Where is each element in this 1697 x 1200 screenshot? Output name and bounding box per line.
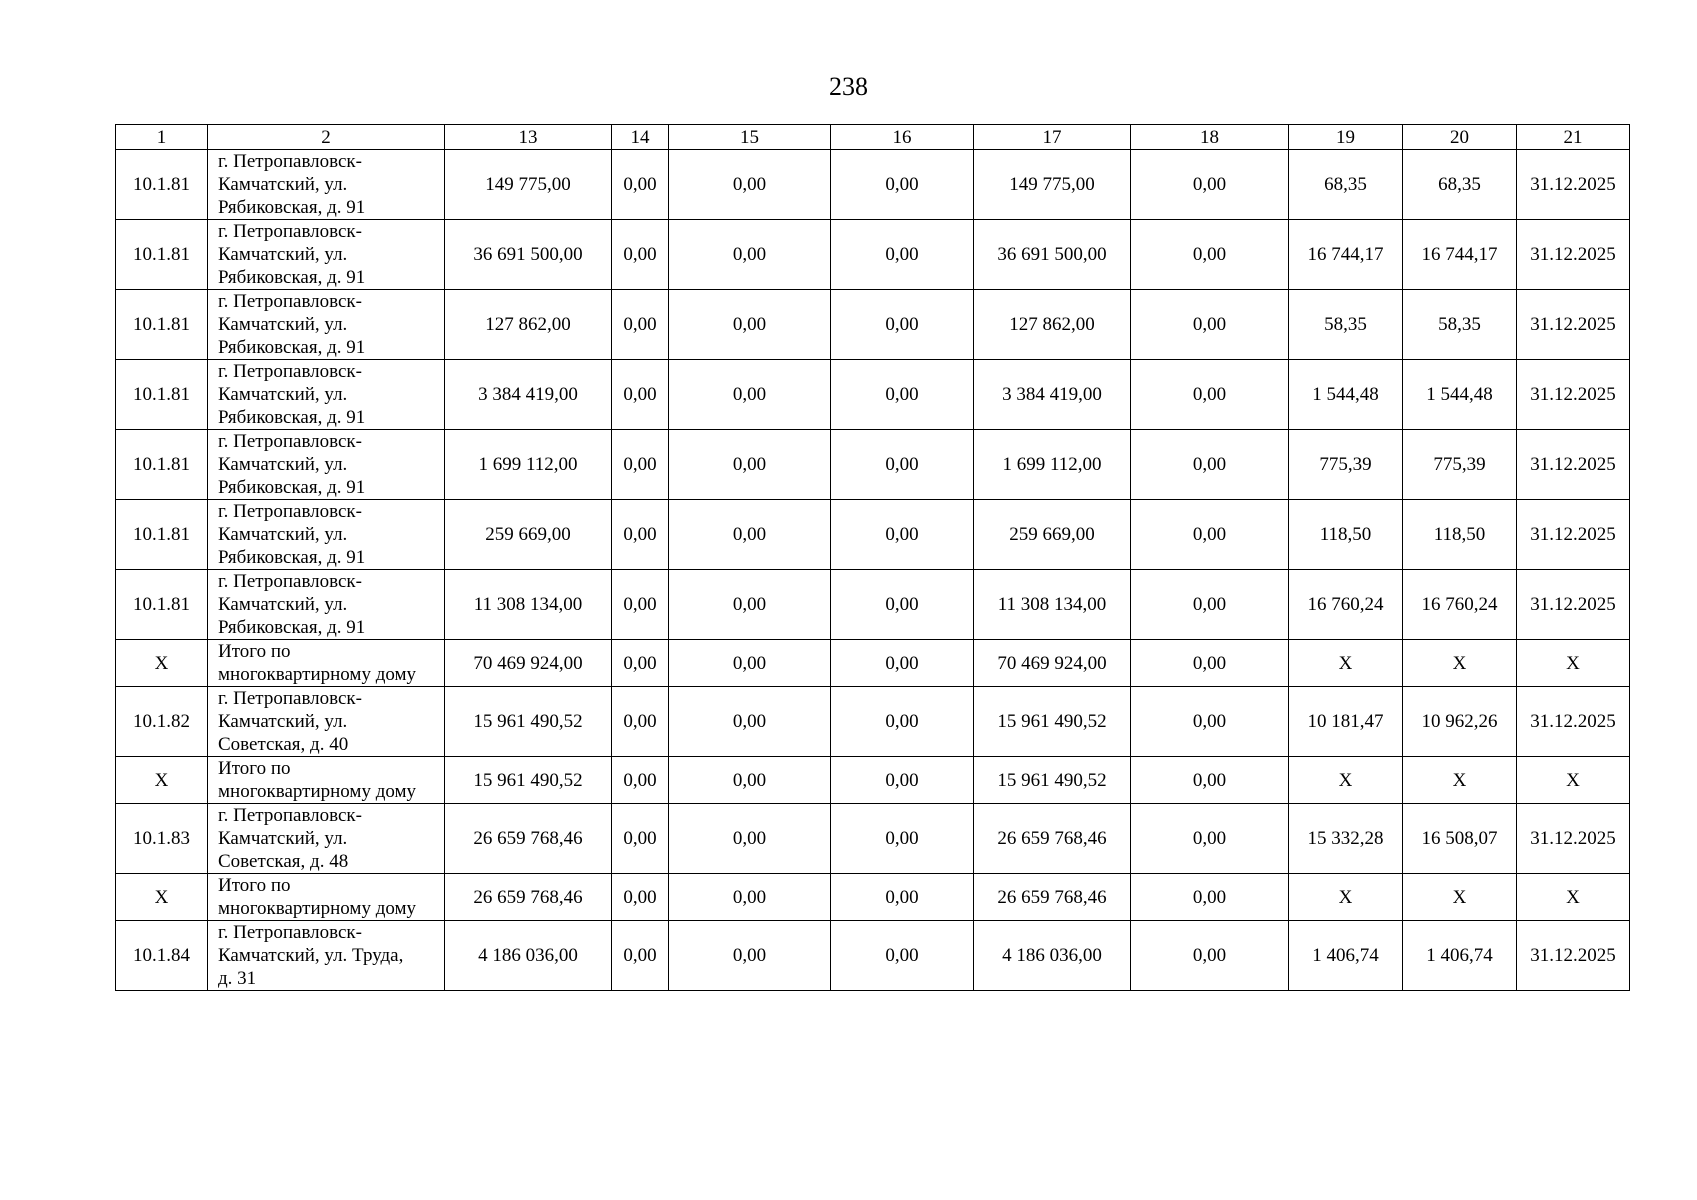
- table-cell: 68,35: [1403, 150, 1517, 220]
- table-cell: 16 744,17: [1403, 220, 1517, 290]
- table-cell: 0,00: [831, 500, 974, 570]
- table-cell: 0,00: [612, 360, 669, 430]
- table-cell: 0,00: [669, 150, 831, 220]
- table-cell: X: [1289, 640, 1403, 687]
- table-cell: 0,00: [669, 570, 831, 640]
- table-cell: 68,35: [1289, 150, 1403, 220]
- table-header-row: [116, 125, 1630, 150]
- table-row: [116, 570, 1630, 640]
- table-cell: 16 760,24: [1289, 570, 1403, 640]
- table-row: [116, 150, 1630, 220]
- table-cell: 0,00: [669, 220, 831, 290]
- table-cell: 15 961 490,52: [445, 757, 612, 804]
- table-cell: 0,00: [831, 360, 974, 430]
- table-cell: 0,00: [669, 687, 831, 757]
- table-cell: 149 775,00: [445, 150, 612, 220]
- table-cell: 0,00: [1131, 360, 1289, 430]
- table-cell: 26 659 768,46: [974, 874, 1131, 921]
- table-cell: X: [116, 640, 208, 687]
- table-cell: 11 308 134,00: [974, 570, 1131, 640]
- table-cell: 0,00: [669, 500, 831, 570]
- table-cell: 0,00: [669, 804, 831, 874]
- table-cell: 31.12.2025: [1517, 804, 1630, 874]
- table-cell: 149 775,00: [974, 150, 1131, 220]
- table-cell: 127 862,00: [445, 290, 612, 360]
- table-cell: 10.1.81: [116, 150, 208, 220]
- table-cell: 1 699 112,00: [445, 430, 612, 500]
- table-row: [116, 500, 1630, 570]
- table-cell: 0,00: [831, 290, 974, 360]
- table-cell: 26 659 768,46: [974, 804, 1131, 874]
- table-cell: 0,00: [831, 640, 974, 687]
- table-cell: 775,39: [1289, 430, 1403, 500]
- table-cell: 10.1.81: [116, 220, 208, 290]
- table-cell: 127 862,00: [974, 290, 1131, 360]
- table-cell: 259 669,00: [974, 500, 1131, 570]
- table-cell: 26 659 768,46: [445, 874, 612, 921]
- table-cell: 0,00: [831, 150, 974, 220]
- table-cell: 0,00: [831, 430, 974, 500]
- column-header: 21: [1517, 125, 1630, 150]
- table-cell: 0,00: [1131, 430, 1289, 500]
- address-cell: г. Петропавловск- Камчатский, ул. Рябиковская, д. 91: [208, 150, 445, 220]
- table-cell: 0,00: [612, 921, 669, 991]
- table-cell: 118,50: [1403, 500, 1517, 570]
- address-cell: г. Петропавловск- Камчатский, ул. Советская, д. 48: [208, 804, 445, 874]
- table-cell: 10.1.82: [116, 687, 208, 757]
- table-row: [116, 687, 1630, 757]
- table-cell: 31.12.2025: [1517, 430, 1630, 500]
- table-cell: X: [116, 874, 208, 921]
- table-cell: 26 659 768,46: [445, 804, 612, 874]
- column-header: 16: [831, 125, 974, 150]
- column-header: 14: [612, 125, 669, 150]
- table-cell: 0,00: [831, 804, 974, 874]
- address-cell: г. Петропавловск- Камчатский, ул. Труда, д. 31: [208, 921, 445, 991]
- table-cell: 0,00: [831, 757, 974, 804]
- address-cell: г. Петропавловск- Камчатский, ул. Рябиковская, д. 91: [208, 570, 445, 640]
- table-cell: 31.12.2025: [1517, 570, 1630, 640]
- table-cell: 0,00: [669, 290, 831, 360]
- table-cell: 0,00: [669, 757, 831, 804]
- table-row: [116, 360, 1630, 430]
- table-cell: X: [1403, 640, 1517, 687]
- table-cell: 70 469 924,00: [445, 640, 612, 687]
- table-cell: X: [116, 757, 208, 804]
- table-cell: X: [1517, 874, 1630, 921]
- table-cell: 0,00: [612, 290, 669, 360]
- table-cell: 3 384 419,00: [445, 360, 612, 430]
- column-header: 17: [974, 125, 1131, 150]
- table-cell: 0,00: [669, 874, 831, 921]
- table-cell: 1 699 112,00: [974, 430, 1131, 500]
- table-row: [116, 757, 1630, 804]
- table-cell: 16 744,17: [1289, 220, 1403, 290]
- table-cell: 4 186 036,00: [974, 921, 1131, 991]
- table-cell: 0,00: [612, 150, 669, 220]
- table-cell: 58,35: [1403, 290, 1517, 360]
- table-cell: 31.12.2025: [1517, 921, 1630, 991]
- column-header: 19: [1289, 125, 1403, 150]
- table-cell: X: [1289, 757, 1403, 804]
- table-cell: 0,00: [612, 220, 669, 290]
- table-cell: 1 406,74: [1403, 921, 1517, 991]
- table-cell: 15 961 490,52: [445, 687, 612, 757]
- address-cell: г. Петропавловск- Камчатский, ул. Советская, д. 40: [208, 687, 445, 757]
- table-row: [116, 640, 1630, 687]
- table-cell: 16 508,07: [1403, 804, 1517, 874]
- table-cell: 0,00: [612, 687, 669, 757]
- column-header: 15: [669, 125, 831, 150]
- table-cell: 10.1.81: [116, 430, 208, 500]
- column-header: 18: [1131, 125, 1289, 150]
- table-cell: 31.12.2025: [1517, 687, 1630, 757]
- address-cell: Итого по многоквартирному дому: [208, 757, 445, 804]
- table-cell: 0,00: [1131, 290, 1289, 360]
- table-cell: 0,00: [1131, 757, 1289, 804]
- table-cell: 0,00: [1131, 220, 1289, 290]
- data-table: [115, 124, 1630, 991]
- table-cell: 775,39: [1403, 430, 1517, 500]
- table-cell: 16 760,24: [1403, 570, 1517, 640]
- table-cell: 0,00: [612, 500, 669, 570]
- table-cell: 0,00: [1131, 640, 1289, 687]
- table-cell: 0,00: [612, 570, 669, 640]
- table-cell: 31.12.2025: [1517, 150, 1630, 220]
- address-cell: г. Петропавловск- Камчатский, ул. Рябиковская, д. 91: [208, 220, 445, 290]
- column-header: 13: [445, 125, 612, 150]
- table-cell: 10.1.81: [116, 360, 208, 430]
- table-cell: 31.12.2025: [1517, 360, 1630, 430]
- column-header: 20: [1403, 125, 1517, 150]
- table-row: [116, 921, 1630, 991]
- table-cell: 1 544,48: [1289, 360, 1403, 430]
- table-row: [116, 220, 1630, 290]
- table-cell: 0,00: [831, 687, 974, 757]
- table-cell: 10.1.81: [116, 570, 208, 640]
- address-cell: г. Петропавловск- Камчатский, ул. Рябиковская, д. 91: [208, 500, 445, 570]
- table-cell: X: [1403, 874, 1517, 921]
- table-cell: 10.1.81: [116, 290, 208, 360]
- table-cell: 31.12.2025: [1517, 290, 1630, 360]
- table-cell: 259 669,00: [445, 500, 612, 570]
- table-cell: 10.1.84: [116, 921, 208, 991]
- table-cell: 0,00: [1131, 687, 1289, 757]
- table-cell: 0,00: [831, 220, 974, 290]
- table-cell: 0,00: [669, 360, 831, 430]
- table-cell: 58,35: [1289, 290, 1403, 360]
- table-cell: 0,00: [1131, 921, 1289, 991]
- table-row: [116, 874, 1630, 921]
- table-cell: X: [1403, 757, 1517, 804]
- address-cell: г. Петропавловск- Камчатский, ул. Рябиковская, д. 91: [208, 430, 445, 500]
- table-cell: 0,00: [1131, 570, 1289, 640]
- table-cell: 1 544,48: [1403, 360, 1517, 430]
- table-cell: 15 332,28: [1289, 804, 1403, 874]
- table-cell: 10.1.81: [116, 500, 208, 570]
- table-cell: 10 181,47: [1289, 687, 1403, 757]
- column-header: 2: [208, 125, 445, 150]
- table-cell: X: [1517, 757, 1630, 804]
- table-cell: 0,00: [831, 921, 974, 991]
- table-cell: 10 962,26: [1403, 687, 1517, 757]
- table-cell: 36 691 500,00: [445, 220, 612, 290]
- table-cell: 0,00: [1131, 500, 1289, 570]
- table-row: [116, 804, 1630, 874]
- column-header: 1: [116, 125, 208, 150]
- table-cell: X: [1289, 874, 1403, 921]
- table-cell: 15 961 490,52: [974, 687, 1131, 757]
- table-cell: 0,00: [669, 921, 831, 991]
- address-cell: Итого по многоквартирному дому: [208, 640, 445, 687]
- table-cell: 0,00: [831, 874, 974, 921]
- table-cell: 4 186 036,00: [445, 921, 612, 991]
- table-cell: 0,00: [612, 640, 669, 687]
- table-row: [116, 430, 1630, 500]
- table-cell: 0,00: [612, 757, 669, 804]
- table-cell: 0,00: [612, 874, 669, 921]
- address-cell: г. Петропавловск- Камчатский, ул. Рябиковская, д. 91: [208, 290, 445, 360]
- table-cell: 31.12.2025: [1517, 220, 1630, 290]
- table-cell: 10.1.83: [116, 804, 208, 874]
- table-cell: 0,00: [669, 430, 831, 500]
- table-cell: 36 691 500,00: [974, 220, 1131, 290]
- table-cell: 0,00: [612, 804, 669, 874]
- address-cell: Итого по многоквартирному дому: [208, 874, 445, 921]
- address-cell: г. Петропавловск- Камчатский, ул. Рябиковская, д. 91: [208, 360, 445, 430]
- table-cell: 0,00: [669, 640, 831, 687]
- table-row: [116, 290, 1630, 360]
- table-cell: 0,00: [612, 430, 669, 500]
- table-cell: 0,00: [1131, 804, 1289, 874]
- table-cell: 3 384 419,00: [974, 360, 1131, 430]
- table-cell: 70 469 924,00: [974, 640, 1131, 687]
- table-cell: 0,00: [831, 570, 974, 640]
- table-cell: 31.12.2025: [1517, 500, 1630, 570]
- table-cell: X: [1517, 640, 1630, 687]
- table-cell: 11 308 134,00: [445, 570, 612, 640]
- page-number: 238: [829, 72, 868, 101]
- table-cell: 0,00: [1131, 874, 1289, 921]
- table-cell: 0,00: [1131, 150, 1289, 220]
- table-cell: 1 406,74: [1289, 921, 1403, 991]
- table-cell: 15 961 490,52: [974, 757, 1131, 804]
- table-cell: 118,50: [1289, 500, 1403, 570]
